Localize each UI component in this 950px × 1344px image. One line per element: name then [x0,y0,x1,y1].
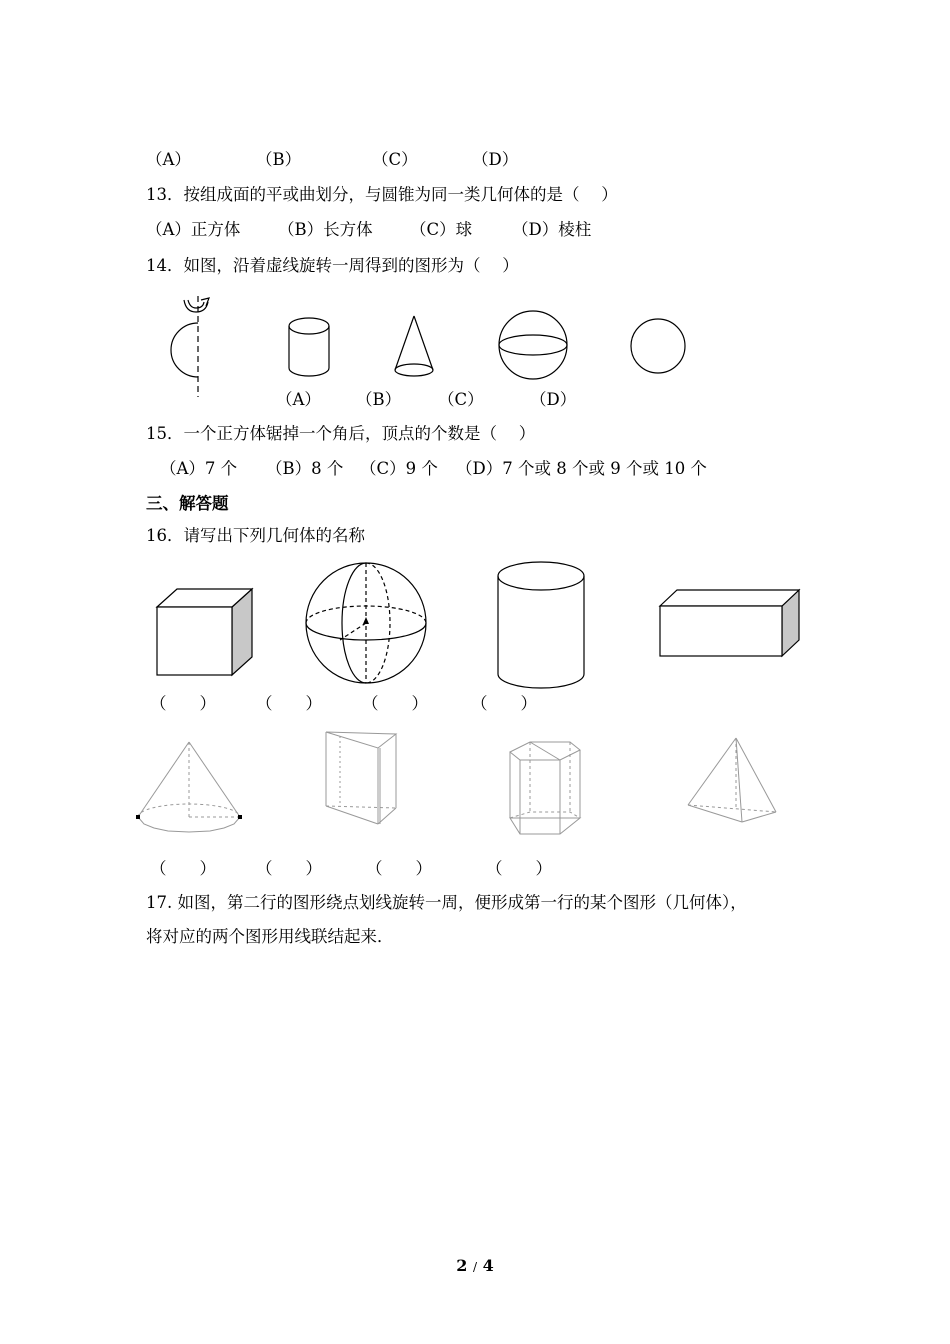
q12-option-b: （B） [256,150,302,169]
triangular-pyramid-figure [688,738,776,822]
q15-stem: 15．一个正方体锯掉一个角后，顶点的个数是（ ） [146,424,536,443]
page-total: 4 [482,1256,494,1275]
q16-blank-4[interactable]: （ ） [471,694,537,713]
q17-line1: 17. 如图，第二行的图形绕点划线旋转一周，便形成第一行的某个图形（几何体）， [146,893,747,912]
q13-stem: 13．按组成面的平或曲划分，与圆锥为同一类几何体的是（ ） [146,185,618,204]
q15-option-a: （A）7 个 [160,459,238,478]
q12-option-c: （C） [372,150,418,169]
q14-option-c: （C） [438,390,484,409]
q14-option-b: （B） [356,390,402,409]
q17-line2: 将对应的两个图形用线联结起来． [146,927,394,946]
page-separator: / [472,1260,478,1274]
q13-option-d: （D）棱柱 [512,220,592,239]
q12-option-a: （A） [146,150,191,169]
q14-stem: 14．如图，沿着虚线旋转一周得到的图形为（ ） [146,256,519,275]
hexagonal-prism-figure [510,742,580,834]
q15-option-d: （D）7 个或 8 个或 9 个或 10 个 [456,459,707,478]
q16-blank-8[interactable]: （ ） [486,859,552,878]
q16-blank-7[interactable]: （ ） [366,859,432,878]
q16-blank-5[interactable]: （ ） [150,859,216,878]
q16-blank-3[interactable]: （ ） [362,694,428,713]
page-number: 2 [456,1256,468,1275]
q16-stem: 16．请写出下列几何体的名称 [146,526,365,545]
q12-option-d: （D） [472,150,519,169]
q15-option-b: （B）8 个 [266,459,344,478]
triangular-prism-figure [326,732,396,824]
q13-option-b: （B）长方体 [278,220,373,239]
q16-blank-2[interactable]: （ ） [256,694,322,713]
q14-option-a: （A） [276,390,321,409]
q14-option-d: （D） [530,390,577,409]
q15-option-c: （C）9 个 [360,459,438,478]
light-cone-figure [136,742,242,832]
q16-blank-6[interactable]: （ ） [256,859,322,878]
q16-blank-1[interactable]: （ ） [150,694,216,713]
page-footer [0,1256,950,1275]
q13-option-c: （C）球 [410,220,473,239]
q13-option-a: （A）正方体 [146,220,241,239]
section-title: 三、解答题 [146,494,229,513]
